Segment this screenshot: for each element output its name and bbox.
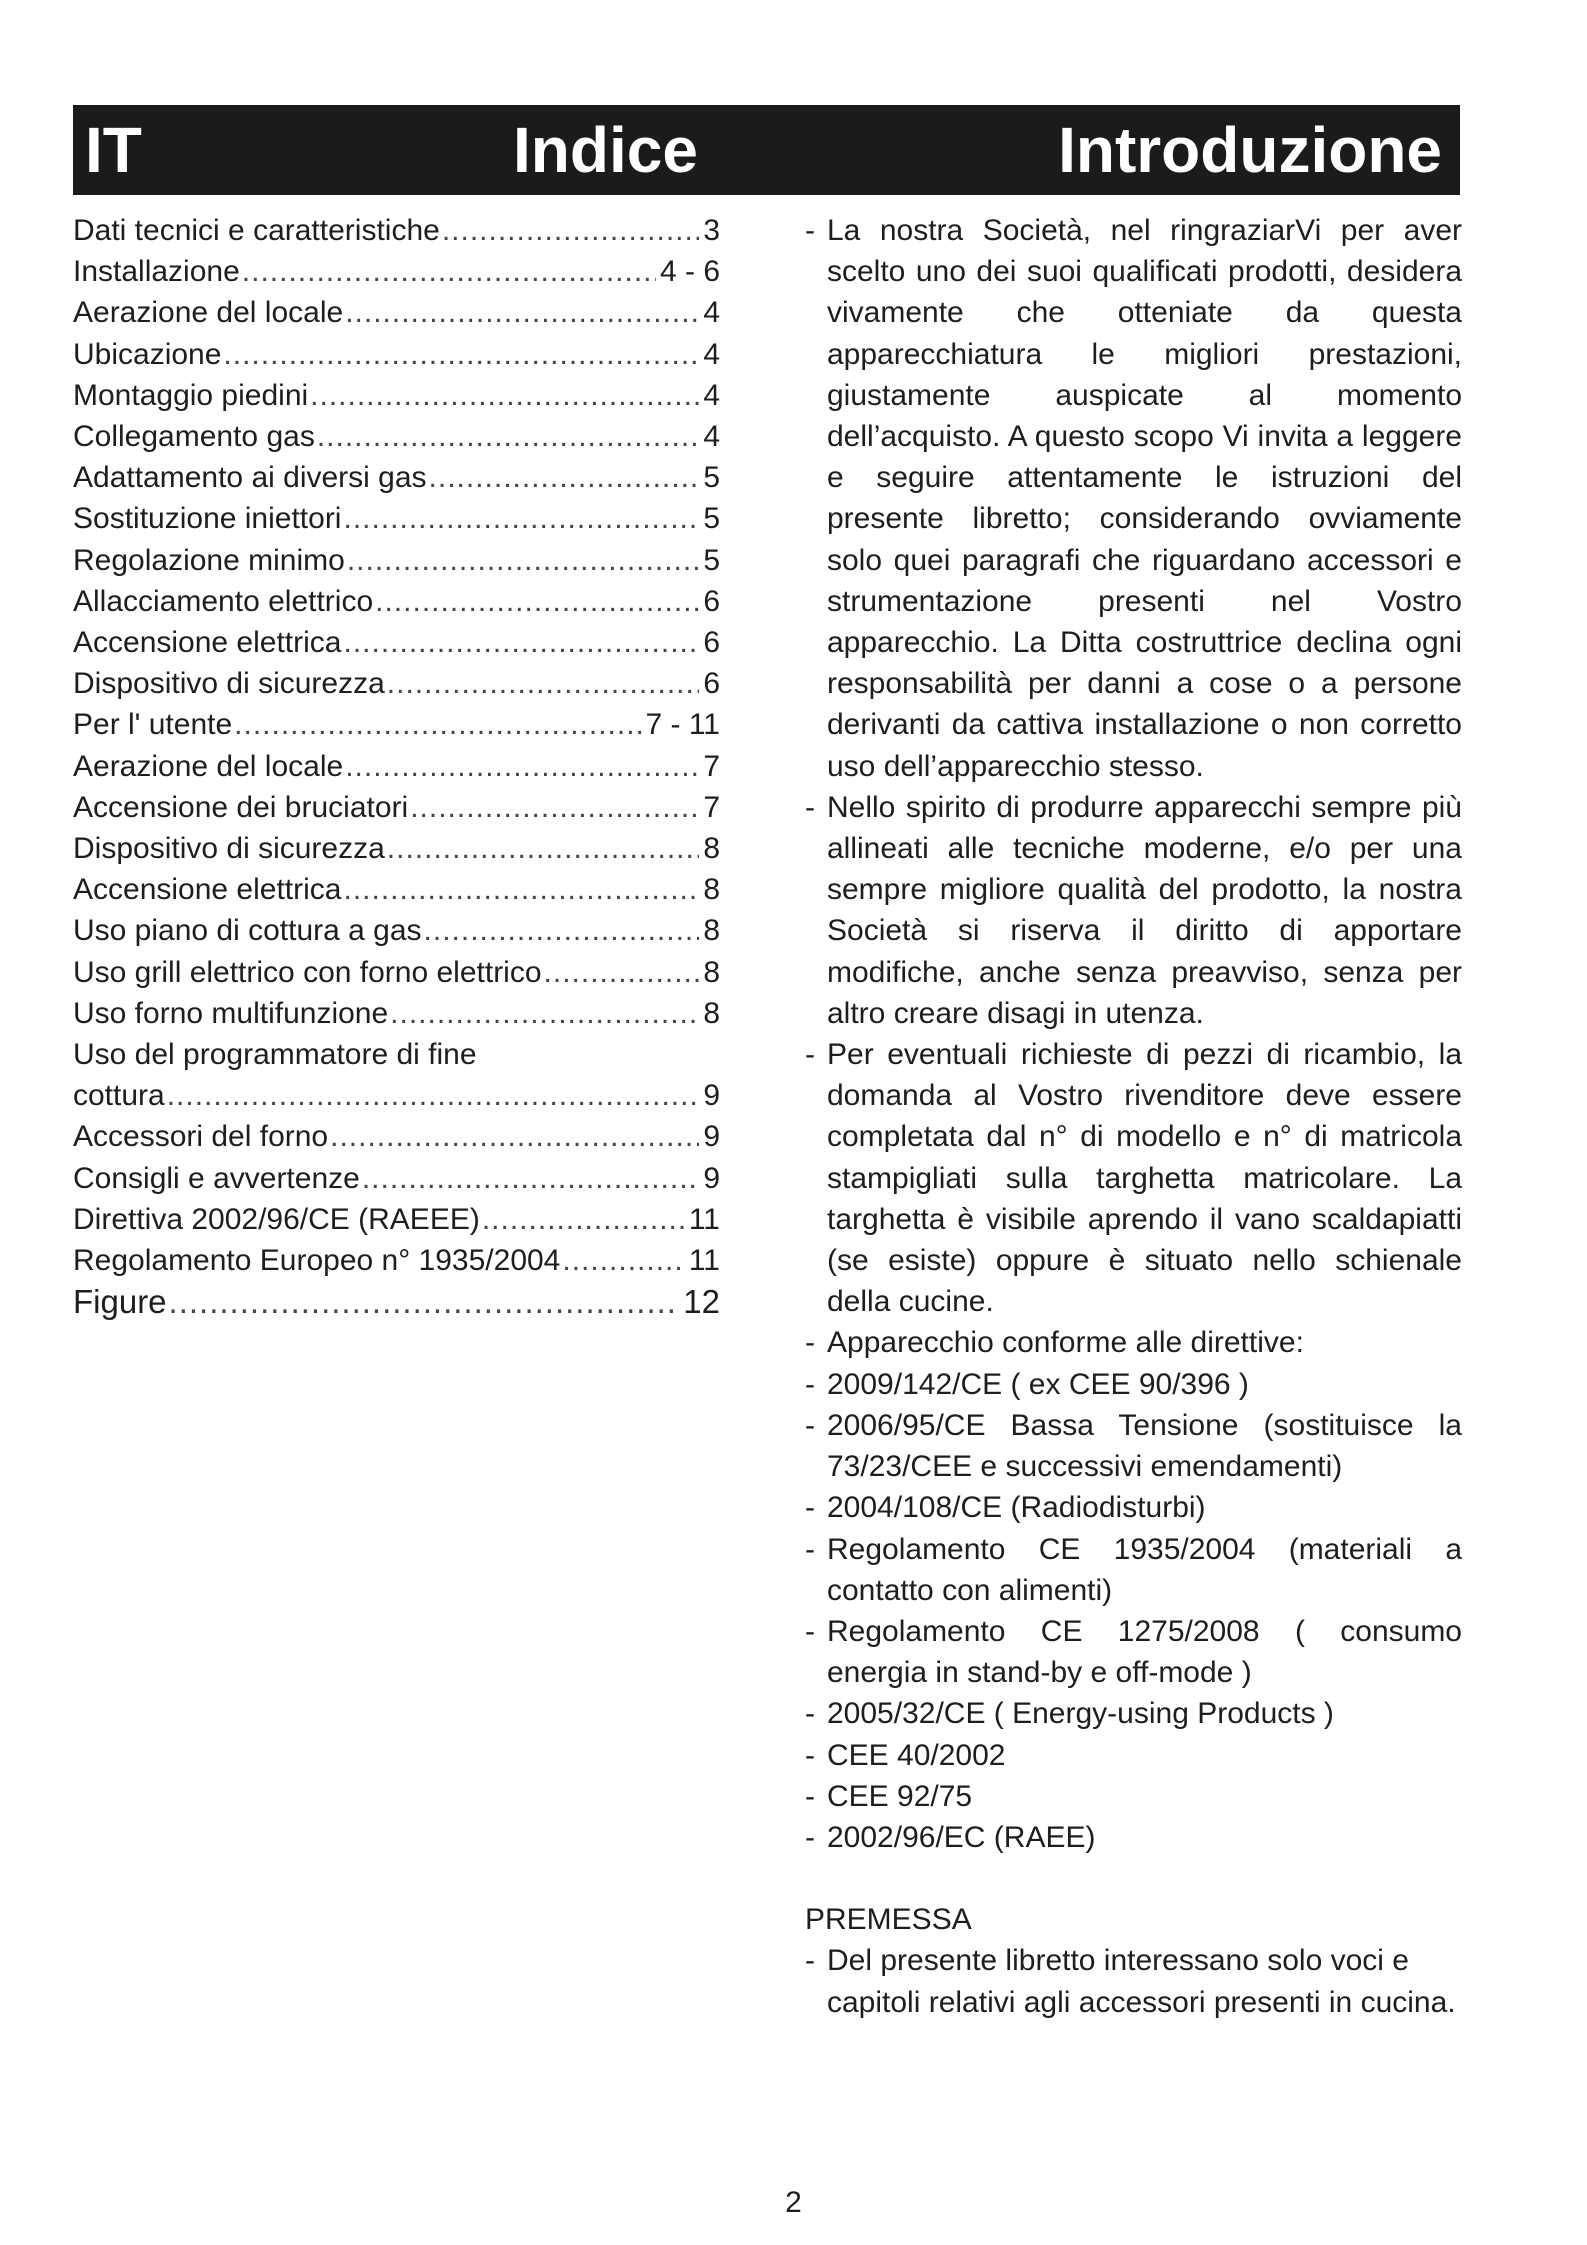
toc-entry-label: Dispositivo di sicurezza	[73, 667, 385, 701]
toc-leader-dots	[167, 1075, 700, 1116]
toc-entry	[73, 1240, 720, 1281]
toc-entry-label: Per l' utente	[73, 708, 233, 742]
premessa-text: Del presente libretto interessano solo voci e capitoli relativi agli accessori presenti in cucina.	[827, 1944, 1456, 2019]
premessa-paragraph: - Del presente libretto interessano solo voci e capitoli relativi agli accessori presenti in cucina.	[805, 1940, 1462, 2022]
toc-leader-dots	[343, 869, 699, 910]
directive-text: 2006/95/CE Bassa Tensione (sostituisce la 73/23/CEE e successivi emendamenti)	[827, 1408, 1462, 1484]
directive-text: Apparecchio conforme alle direttive:	[827, 1326, 1304, 1360]
toc-entry-label: Regolazione minimo	[73, 543, 345, 577]
toc-leader-dots	[223, 334, 699, 375]
toc-entry	[73, 210, 720, 251]
toc-entry	[73, 416, 720, 457]
toc-entry-page: 9	[703, 1120, 720, 1154]
toc-entry-label: Uso piano di cottura a gas	[73, 914, 422, 948]
toc-leader-dots	[234, 704, 641, 745]
toc-entry-label: Aerazione del locale	[73, 296, 344, 330]
toc-entry-page: 6	[703, 626, 720, 660]
toc-leader-dots	[362, 1158, 699, 1199]
toc-entry-label: Installazione	[73, 255, 240, 289]
toc-entry-page: 8	[703, 832, 720, 866]
toc-entry-label: Accensione elettrica	[73, 873, 342, 907]
toc-entry-wrapped-line1: Uso del programmatore di fine	[73, 1038, 477, 1072]
toc-entry-label: Collegamento gas	[73, 420, 315, 454]
toc-leader-dots	[345, 746, 699, 787]
toc-entry	[73, 663, 720, 704]
toc-entry	[73, 952, 720, 993]
toc-entry-label: Uso grill elettrico con forno elettrico	[73, 955, 542, 989]
toc-entry	[73, 622, 720, 663]
toc-entry-page: 8	[703, 955, 720, 989]
toc-entry	[73, 746, 720, 787]
toc-leader-dots	[169, 1281, 680, 1323]
directive-text: 2009/142/CE ( ex CEE 90/396 )	[827, 1367, 1249, 1401]
toc-entry-page: 4	[703, 378, 720, 412]
toc-entry-label: Aerazione del locale	[73, 749, 344, 783]
toc-entry	[73, 498, 720, 539]
toc-leader-dots	[347, 540, 700, 581]
toc-entry	[73, 1158, 720, 1199]
introduction-column	[805, 210, 1462, 2023]
directive-item: - 2004/108/CE (Radiodisturbi)	[805, 1487, 1462, 1528]
toc-entry-page: 4	[703, 420, 720, 454]
intro-paragraph: - Per eventuali richieste di pezzi di ricambio, la domanda al Vostro rivenditore deve essere completata dal n° di modello e n° di matricola stampigliati sulla targhetta matricolare. La targhetta è visibile aprendo il vano scaldapiatti (se esiste) oppure è situato nello schienale della cucine.	[805, 1034, 1462, 1322]
toc-entry-page: 5	[703, 502, 720, 536]
toc-entry-label: Uso forno multifunzione	[73, 996, 389, 1030]
toc-entry-label: Dispositivo di sicurezza	[73, 832, 385, 866]
toc-entry-label: Allacciamento elettrico	[73, 584, 374, 618]
toc-leader-dots	[330, 1116, 699, 1157]
toc-entry-label: Regolamento Europeo n° 1935/2004	[73, 1244, 561, 1278]
directive-text: Regolamento CE 1275/2008 ( consumo energia in stand-by e off-mode )	[827, 1614, 1462, 1690]
directive-item: - 2006/95/CE Bassa Tensione (sostituisce la 73/23/CEE e successivi emendamenti)	[805, 1405, 1462, 1487]
toc-entry	[73, 704, 720, 745]
intro-paragraph: - Nello spirito di produrre apparecchi sempre più allineati alle tecniche moderne, e/o per una sempre migliore qualità del prodotto, la nostra Società si riserva il diritto di apportare modifiche, anche senza preavviso, senza per altro creare disagi in utenza.	[805, 787, 1462, 1034]
toc-entry-label: Direttiva 2002/96/CE (RAEEE)	[73, 1202, 480, 1236]
directive-text: 2005/32/CE ( Energy-using Products )	[827, 1697, 1334, 1731]
toc-leader-dots	[242, 251, 656, 292]
toc-entry-page: 9	[703, 1079, 720, 1113]
toc-entry	[73, 828, 720, 869]
toc-leader-dots	[429, 457, 700, 498]
toc-entry-label: Montaggio piedini	[73, 378, 309, 412]
toc-entry-page: 5	[703, 543, 720, 577]
language-code: IT	[85, 114, 142, 186]
toc-leader-dots	[562, 1240, 684, 1281]
toc-entry	[73, 292, 720, 333]
toc-entry-page: 8	[703, 996, 720, 1030]
intro-paragraph-text: Nello spirito di produrre apparecchi sempre più allineati alle tecniche moderne, e/o per una sempre migliore qualità del prodotto, la nostra Società si riserva il diritto di apportare modifiche, anche senza preavviso, senza per altro creare disagi in utenza.	[827, 790, 1462, 1030]
toc-leader-dots	[345, 292, 699, 333]
toc-entry-page: 4 - 6	[659, 255, 720, 289]
toc-entry	[73, 787, 720, 828]
toc-entry-page: 5	[703, 461, 720, 495]
toc-entry-label: Dati tecnici e caratteristiche	[73, 214, 440, 247]
directive-item: - Apparecchio conforme alle direttive:	[805, 1322, 1462, 1363]
toc-entry	[73, 1116, 720, 1157]
toc-leader-dots	[343, 498, 699, 539]
directive-text: CEE 40/2002	[827, 1738, 1006, 1772]
toc-entry-page: 11	[688, 1202, 720, 1236]
directive-item: - CEE 40/2002	[805, 1735, 1462, 1776]
directive-text: Regolamento CE 1935/2004 (materiali a contatto con alimenti)	[827, 1532, 1462, 1607]
intro-title: Introduzione	[1058, 114, 1442, 186]
page-number: 2	[785, 2186, 802, 2219]
toc-entry-label: Figure	[73, 1283, 167, 1321]
toc-leader-dots	[424, 910, 700, 951]
toc-leader-dots	[482, 1199, 685, 1240]
intro-paragraph: - La nostra Società, nel ringraziarVi per aver scelto uno dei suoi qualificati prodotti, desidera vivamente che otteniate da questa apparecchiatura le migliori prestazioni, giustamente auspicate al momento dell’acquisto. A questo scopo Vi invita a leggere e seguire attentamente le istruzioni del presente libretto; considerando ovviamente solo quei paragrafi che riguardano accessori e strumentazione presenti nel Vostro apparecchio. La Ditta costruttrice declina ogni responsabilità per danni a cose o a persone derivanti da cattiva installazione o non corretto uso dell’apparecchio stesso.	[805, 210, 1462, 787]
toc-entry-page: 6	[703, 584, 720, 618]
table-of-contents	[73, 210, 720, 1323]
toc-entry	[73, 457, 720, 498]
toc-entry-label: cottura	[73, 1079, 165, 1113]
directive-item: - 2002/96/EC (RAEE)	[805, 1817, 1462, 1858]
intro-paragraph-text: Per eventuali richieste di pezzi di ricambio, la domanda al Vostro rivenditore deve essere completata dal n° di modello e n° di matricola stampigliati sulla targhetta matricolare. La targhetta è visibile aprendo il vano scaldapiatti (se esiste) oppure è situato nello schienale della cucine.	[827, 1038, 1462, 1319]
directive-text: 2004/108/CE (Radiodisturbi)	[827, 1491, 1206, 1525]
toc-entry-label: Consigli e avvertenze	[73, 1161, 360, 1195]
toc-entry-label: Adattamento ai diversi gas	[73, 461, 427, 495]
toc-entry-page: 4	[703, 337, 720, 371]
toc-entry	[73, 1199, 720, 1240]
toc-entry-page: 4	[703, 296, 720, 330]
toc-entry-page: 3	[703, 214, 720, 247]
toc-entry-label: Accensione elettrica	[73, 626, 342, 660]
directive-item: - 2009/142/CE ( ex CEE 90/396 )	[805, 1364, 1462, 1405]
header-bar	[73, 105, 1460, 195]
toc-entry	[73, 581, 720, 622]
toc-entry	[73, 993, 720, 1034]
intro-paragraph-text: La nostra Società, nel ringraziarVi per aver scelto uno dei suoi qualificati prodotti, desidera vivamente che otteniate da questa apparecchiatura le migliori prestazioni, giustamente auspicate al momento dell’acquisto. A questo scopo Vi invita a leggere e seguire attentamente le istruzioni del presente libretto; considerando ovviamente solo quei paragrafi che riguardano accessori e strumentazione presenti nel Vostro apparecchio. La Ditta costruttrice declina ogni responsabilità per danni a cose o a persone derivanti da cattiva installazione o non corretto uso dell’apparecchio stesso.	[827, 214, 1462, 783]
toc-leader-dots	[544, 952, 700, 993]
toc-entry-page: 7 - 11	[645, 708, 720, 742]
toc-entry	[73, 910, 720, 951]
premessa-title: PREMESSA	[805, 1903, 972, 1937]
directive-text: CEE 92/75	[827, 1779, 973, 1813]
toc-entry-page: 6	[703, 667, 720, 701]
directive-item: - Regolamento CE 1935/2004 (materiali a contatto con alimenti)	[805, 1529, 1462, 1611]
toc-entry-page: 8	[703, 873, 720, 907]
toc-leader-dots	[343, 622, 699, 663]
toc-leader-dots	[375, 581, 699, 622]
toc-entry	[73, 334, 720, 375]
toc-entry-page: 7	[703, 790, 720, 824]
toc-leader-dots	[317, 416, 699, 457]
toc-entry-page: 8	[703, 914, 720, 948]
toc-entry	[73, 869, 720, 910]
toc-entry-label: Accensione dei bruciatori	[73, 790, 409, 824]
toc-entry-figure	[73, 1281, 720, 1323]
directive-text: 2002/96/EC (RAEE)	[827, 1820, 1096, 1854]
toc-leader-dots	[387, 663, 700, 704]
toc-leader-dots	[442, 210, 700, 251]
toc-entry-page: 12	[683, 1283, 720, 1321]
toc-entry-page: 9	[703, 1161, 720, 1195]
toc-entry	[73, 375, 720, 416]
index-title: Indice	[513, 114, 698, 186]
directive-item: - Regolamento CE 1275/2008 ( consumo energia in stand-by e off-mode )	[805, 1611, 1462, 1693]
toc-entry-label: Ubicazione	[73, 337, 222, 371]
directive-item: - CEE 92/75	[805, 1776, 1462, 1817]
toc-leader-dots	[310, 375, 699, 416]
toc-leader-dots	[387, 828, 700, 869]
toc-entry	[73, 251, 720, 292]
toc-entry-page: 7	[703, 749, 720, 783]
toc-leader-dots	[390, 993, 699, 1034]
toc-entry	[73, 540, 720, 581]
toc-entry-wrapped-line2	[73, 1075, 720, 1116]
toc-entry-page: 11	[688, 1244, 720, 1278]
directive-list	[805, 1322, 1462, 1858]
toc-entry-label: Accessori del forno	[73, 1120, 329, 1154]
directive-item: - 2005/32/CE ( Energy-using Products )	[805, 1693, 1462, 1734]
toc-leader-dots	[410, 787, 699, 828]
toc-entry-label: Sostituzione iniettori	[73, 502, 342, 536]
